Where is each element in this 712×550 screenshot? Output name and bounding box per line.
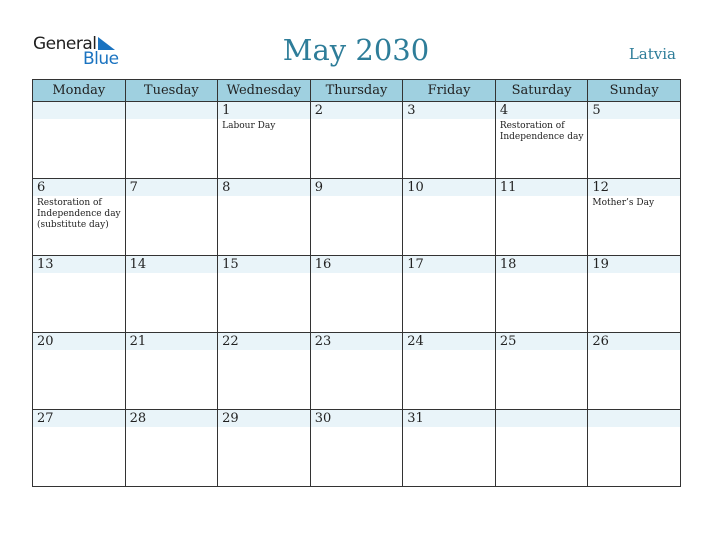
day-cell [218,102,311,179]
holiday-note [311,119,403,121]
holiday-note [496,427,588,429]
day-number: 14 [129,257,147,272]
day-cell [310,179,403,256]
day-cell [33,179,126,256]
day-cell [33,102,126,179]
day-cell [588,256,681,333]
day-cell [125,102,218,179]
day-number: 28 [129,411,147,426]
day-cell [33,410,126,487]
holiday-note [403,427,495,429]
day-cell [403,333,496,410]
day-number: 9 [314,180,323,195]
day-cell [495,333,588,410]
holiday-note [218,273,310,275]
holiday-note [218,350,310,352]
day-cell [310,102,403,179]
day-number: 11 [499,180,517,195]
holiday-note [126,196,218,198]
day-number: 17 [407,257,424,272]
holiday-note [588,350,680,352]
weekday-wednesday: Wednesday [218,80,311,102]
weekday-thursday: Thursday [310,80,403,102]
day-number: 6 [37,180,46,195]
day-cell [310,333,403,410]
holiday-note [126,273,218,275]
day-number: 30 [314,411,332,426]
weekday-sunday: Sunday [588,80,681,102]
day-cell [125,256,218,333]
day-number: 4 [499,103,509,118]
day-number: 25 [499,334,517,349]
day-cell [403,410,496,487]
holiday-note [218,427,310,429]
weekday-saturday: Saturday [495,80,588,102]
holiday-note [311,196,403,198]
holiday-note [403,196,495,198]
weekday-friday: Friday [403,80,496,102]
holiday-note: Mother’s Day [592,198,655,208]
day-number: 13 [37,257,54,272]
day-cell [125,410,218,487]
holiday-note [588,273,680,275]
holiday-note: Restoration of Independence day [499,121,584,142]
day-cell [310,410,403,487]
holiday-note [496,350,588,352]
day-number: 12 [592,180,609,195]
calendar-grid [32,79,681,487]
day-cell [403,256,496,333]
holiday-note [588,119,680,121]
holiday-note [588,427,680,429]
day-number [126,102,218,119]
week-row [33,333,681,410]
day-number: 20 [37,334,54,349]
day-number: 18 [499,257,517,272]
day-number: 26 [592,334,609,349]
holiday-note [126,119,218,121]
holiday-note [311,273,403,275]
page-title: May 2030 [282,33,430,67]
holiday-note [126,350,218,352]
day-cell [218,333,311,410]
day-number: 19 [592,257,609,272]
day-number [496,410,588,427]
holiday-note [218,196,310,198]
day-cell [125,179,218,256]
week-row [33,410,681,487]
day-cell [588,333,681,410]
day-cell [588,102,681,179]
day-cell [495,102,588,179]
day-number: 16 [314,257,332,272]
holiday-note [33,350,125,352]
day-cell [310,256,403,333]
holiday-note [33,273,125,275]
day-number: 10 [407,180,424,195]
holiday-note [496,196,588,198]
day-number [588,410,680,427]
day-number: 29 [222,411,239,426]
holiday-note [403,273,495,275]
day-number: 21 [129,334,147,349]
day-cell [125,333,218,410]
day-number: 8 [222,180,231,195]
day-number: 23 [314,334,332,349]
day-number: 22 [222,334,239,349]
day-cell [495,410,588,487]
week-row [33,102,681,179]
day-number: 5 [592,103,601,118]
holiday-note [403,119,495,121]
day-cell [218,179,311,256]
day-number: 15 [222,257,239,272]
day-cell [218,256,311,333]
day-cell [588,179,681,256]
day-number: 1 [222,103,231,118]
day-cell [33,333,126,410]
logo-word-blue: Blue [83,49,119,69]
day-cell [495,256,588,333]
holiday-note [33,427,125,429]
weekday-header-row [33,80,681,102]
holiday-note [403,350,495,352]
day-cell [33,256,126,333]
holiday-note [496,273,588,275]
week-row [33,256,681,333]
day-number: 27 [37,411,54,426]
day-cell [588,410,681,487]
day-cell [403,102,496,179]
holiday-note: Restoration of Independence day (substitute day) [37,198,121,230]
holiday-note [311,350,403,352]
day-number: 7 [129,180,138,195]
weekday-monday: Monday [33,80,126,102]
day-cell [403,179,496,256]
logo-word-general: General [33,34,97,54]
holiday-note [33,119,125,121]
day-number: 2 [314,103,323,118]
day-number: 31 [407,411,424,426]
week-row [33,179,681,256]
day-number: 24 [407,334,424,349]
holiday-note [126,427,218,429]
holiday-note: Labour Day [222,121,276,131]
country-label: Latvia [628,45,676,63]
day-number: 3 [407,103,416,118]
day-cell [218,410,311,487]
day-number [33,102,125,119]
weekday-tuesday: Tuesday [125,80,218,102]
day-cell [495,179,588,256]
holiday-note [311,427,403,429]
